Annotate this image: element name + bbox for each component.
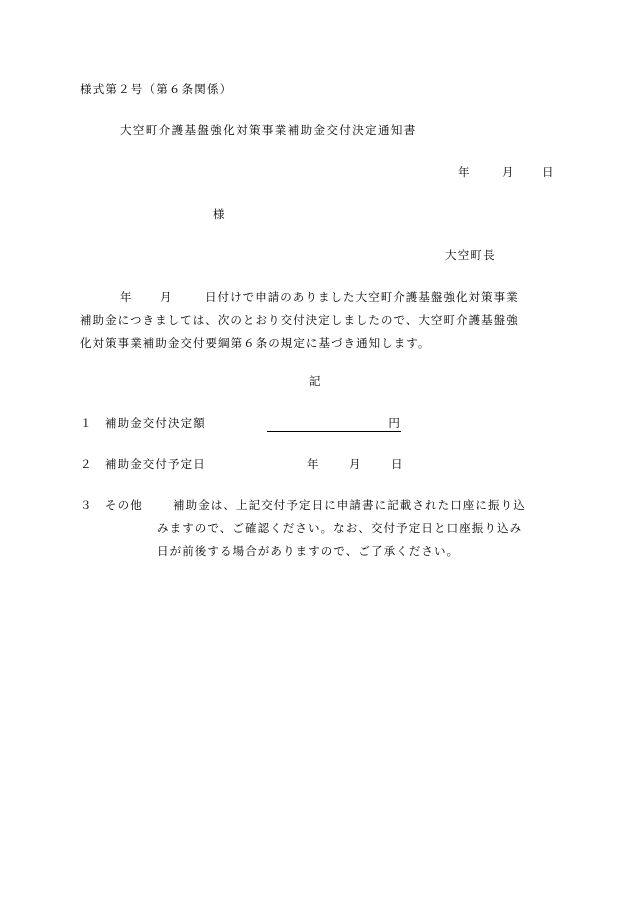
date-day: 日: [542, 165, 555, 179]
item-label: 補助金交付決定額: [105, 416, 206, 430]
item-scheduled-date: [80, 459, 404, 471]
item-other: [80, 500, 560, 569]
item-number: ２: [80, 457, 93, 471]
date-year: 年: [458, 165, 471, 179]
body-line-2: 補助金につきましては、次のとおり交付決定しましたので、大空町介護基盤強: [80, 313, 519, 327]
amount-field: [267, 418, 401, 432]
scheduled-month: 月: [349, 457, 362, 471]
yen-unit: 円: [388, 416, 401, 430]
issue-date: [458, 167, 555, 179]
item-grant-amount: [80, 418, 401, 432]
item-other-text-1: 補助金は、上記交付予定日に申請書に記載された口座に振り込: [173, 498, 526, 512]
ki-heading: 記: [309, 374, 322, 388]
item-label: その他: [105, 498, 143, 512]
item-number: ３: [80, 498, 93, 512]
body-year: 年: [120, 290, 133, 304]
addressee-suffix: 様: [213, 207, 226, 221]
scheduled-day: 日: [391, 457, 404, 471]
item-other-row-1: [80, 500, 560, 523]
item-number: １: [80, 416, 93, 430]
body-line-1-text: 日付けで申請のありました大空町介護基盤強化対策事業: [205, 290, 519, 304]
sender-name: 大空町長: [445, 248, 496, 262]
body-month: 月: [160, 290, 173, 304]
body-line-3: 化対策事業補助金交付要綱第６条の規定に基づき通知します。: [80, 336, 431, 350]
item-label: 補助金交付予定日: [105, 457, 206, 471]
document-title: 大空町介護基盤強化対策事業補助金交付決定通知書: [120, 123, 417, 137]
body-line-1: [80, 292, 560, 315]
scheduled-year: 年: [307, 457, 320, 471]
date-month: 月: [502, 165, 515, 179]
body-paragraph: [80, 292, 560, 361]
item-other-text-2: みますので、ご確認ください。なお、交付予定日と口座振り込み: [157, 521, 523, 535]
item-other-text-3: 日が前後する場合がありますので、ご了承ください。: [157, 544, 460, 558]
form-number: 様式第２号（第６条関係）: [80, 82, 233, 96]
